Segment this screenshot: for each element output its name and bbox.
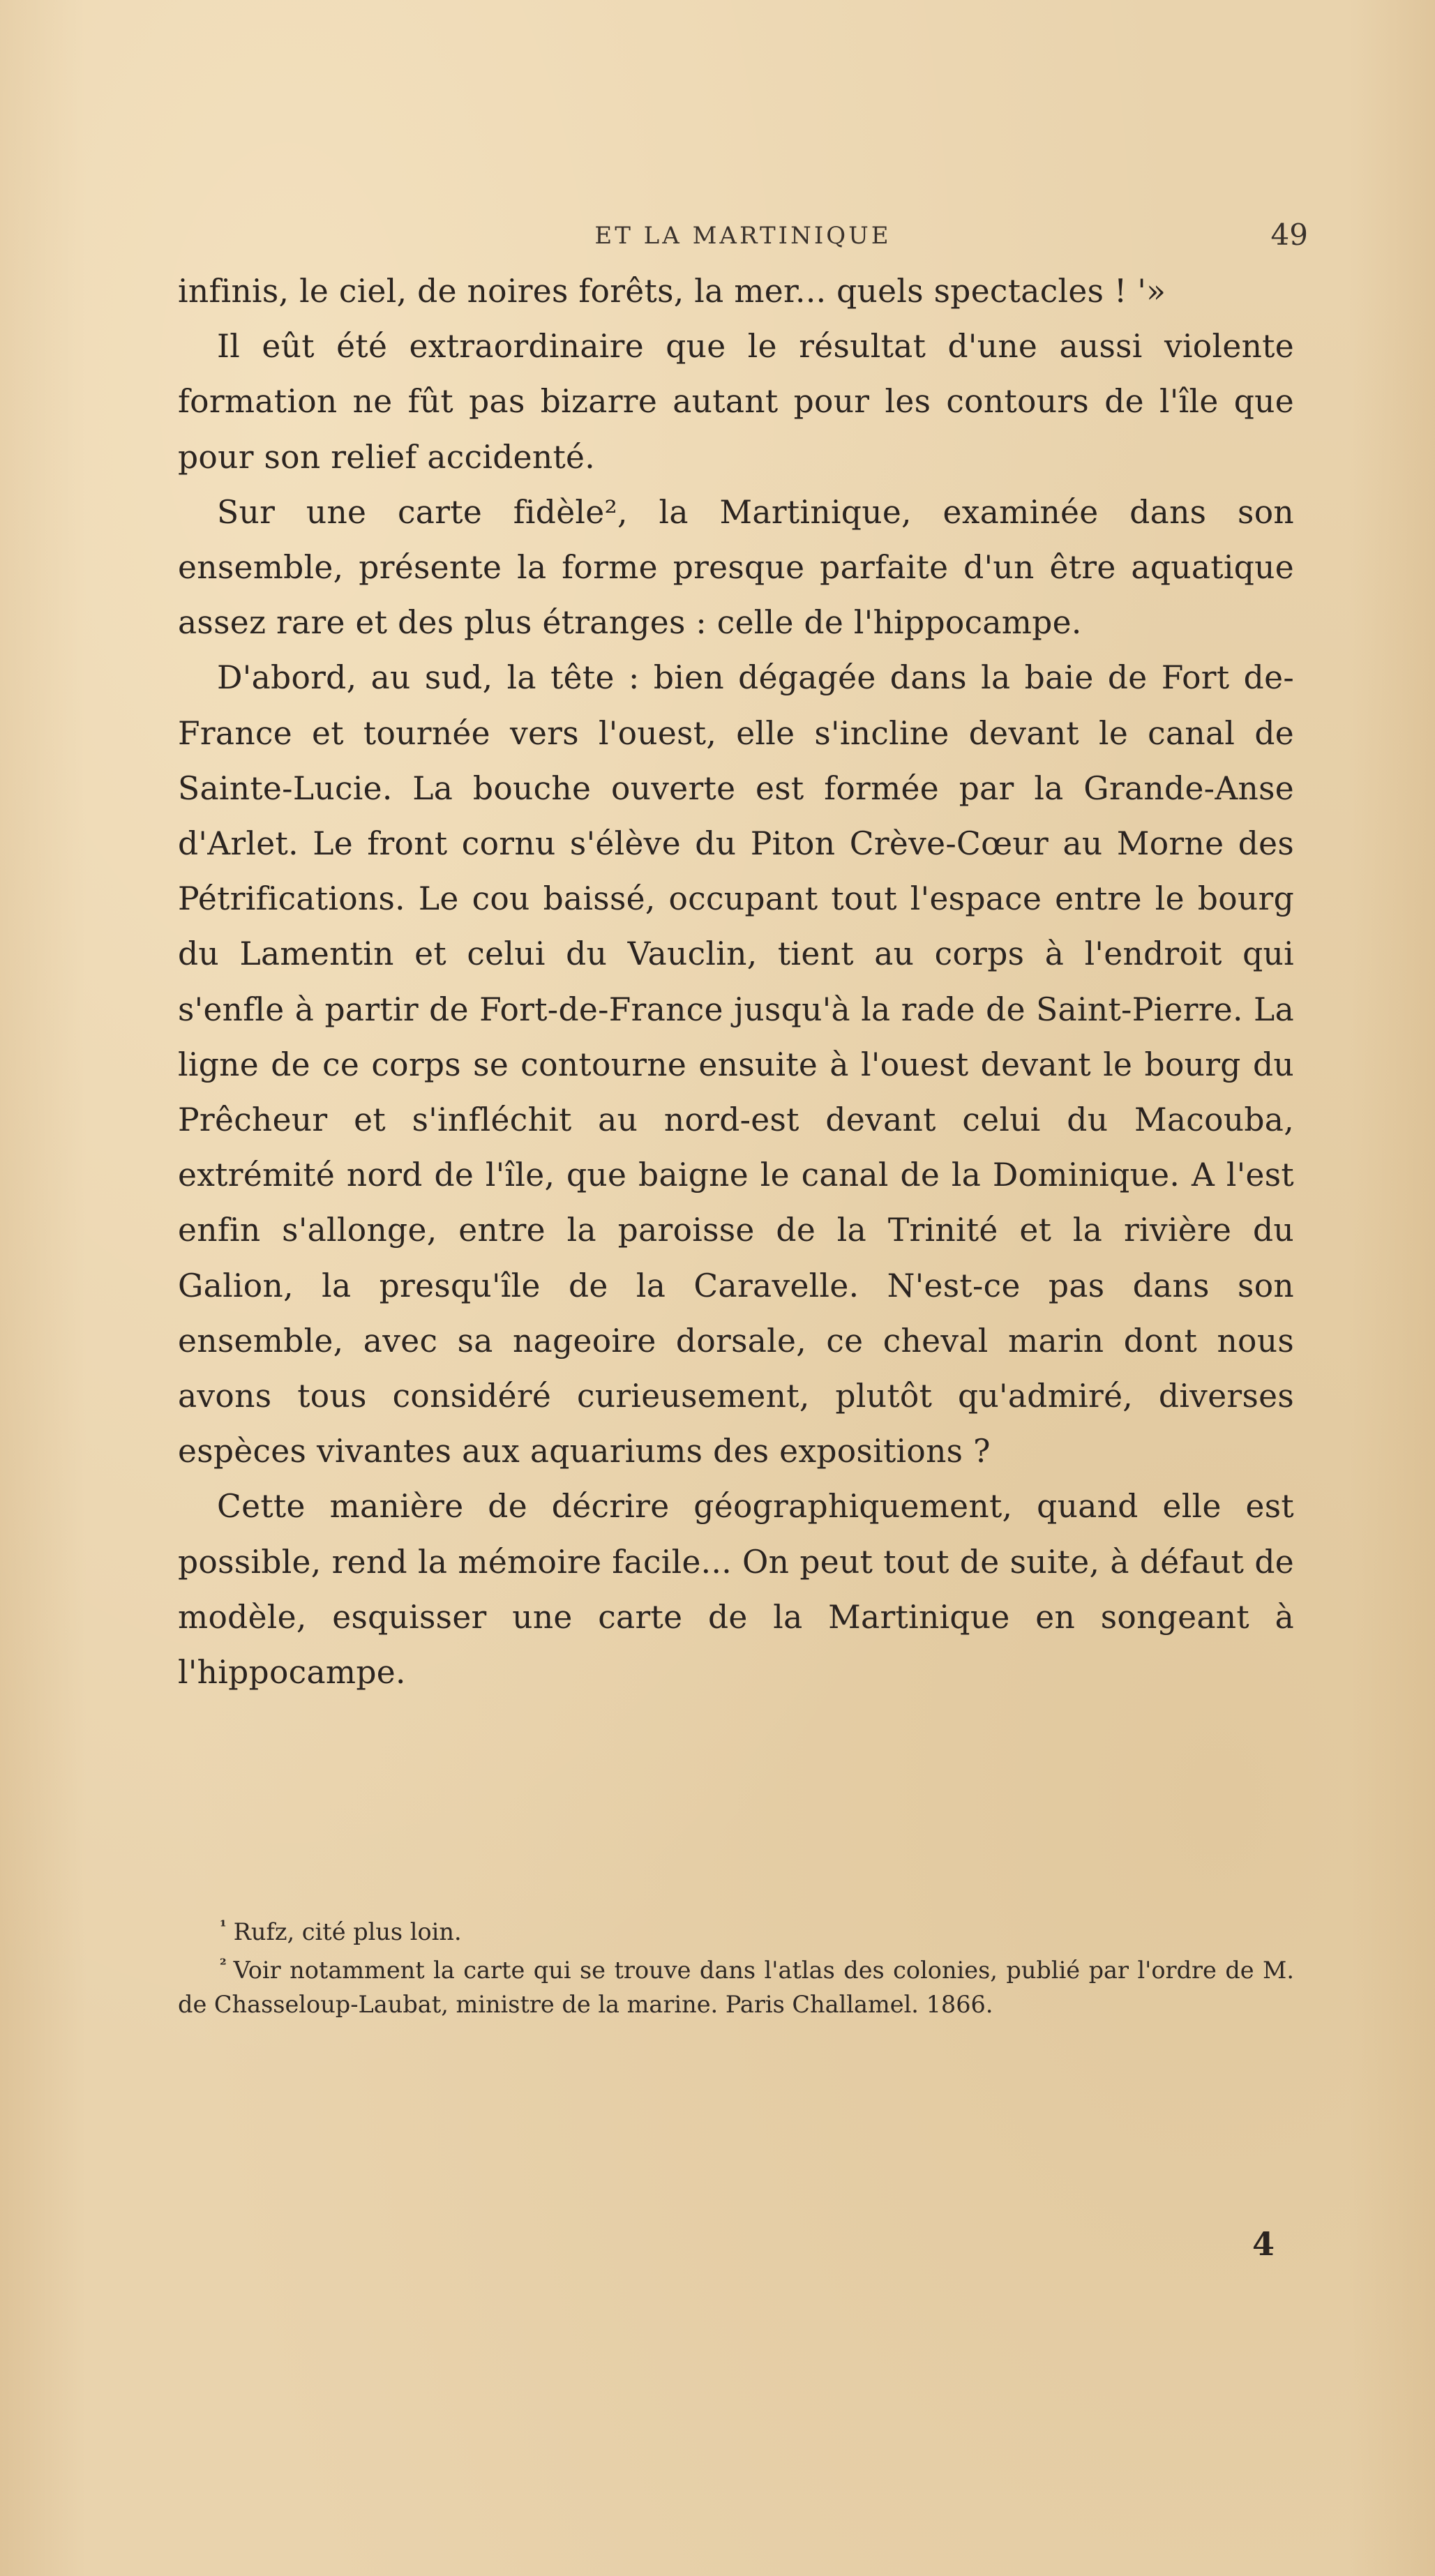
footnote-mark: ¹ <box>220 1917 227 1936</box>
paragraph: D'abord, au sud, la tête : bien dégagée dans la baie de Fort de-France et tournée vers l'ouest, elle s'incline devant le canal de Sainte-Lucie. La bouche ouverte est formée par la Grande-Anse d'Arlet. Le front cornu s'élève du Piton Crève-Cœur au Morne des Pétrifications. Le cou baissé, occupant tout l'espace entre le bourg du Lamentin et celui du Vauclin, tient au corps à l'endroit qui s'enfle à partir de Fort-de-France jusqu'à la rade de Saint-Pierre. La ligne de ce corps se contourne ensuite à l'ouest devant le bourg du Prêcheur et s'infléchit au nord-est devant celui du Macouba, extrémité nord de l'île, que baigne le canal de la Dominique. A l'est enfin s'allonge, entre la paroisse de la Trinité et la rivière du Galion, la presqu'île de la Caravelle. N'est-ce pas dans son ensemble, avec sa nageoire dorsale, ce cheval marin dont nous avons tous considéré curieusement, plutôt qu'admiré, diverses espèces vivantes aux aquariums des expositions ? <box>178 659 1294 1470</box>
paragraph: Cette manière de décrire géographiquement, quand elle est possible, rend la mémoire facile... On peut tout de suite, à défaut de modèle, esquisser une carte de la Martinique en songeant à l'hippocampe. <box>178 1488 1294 1692</box>
footnote <box>178 1915 1294 1949</box>
footnote-text: Voir notamment la carte qui se trouve dans l'atlas des colonies, publié par l'ordre de M. de Chasseloup-Laubat, ministre de la marine. Paris Challamel. 1866. <box>178 1957 1294 2018</box>
page-number: 49 <box>1270 218 1308 252</box>
body-text <box>178 264 1294 1700</box>
footnotes <box>178 1915 1294 2026</box>
footnote-mark: ² <box>220 1955 227 1974</box>
signature-mark: 4 <box>1252 2225 1275 2263</box>
running-head <box>178 218 1308 257</box>
paragraph-continuation: infinis, le ciel, de noires forêts, la mer... quels spectacles ! '» <box>178 273 1166 310</box>
paragraph: Sur une carte fidèle², la Martinique, examinée dans son ensemble, présente la forme presque parfaite d'un être aquatique assez rare et des plus étranges : celle de l'hippocampe. <box>178 493 1294 642</box>
paragraph: Il eût été extraordinaire que le résultat d'une aussi violente formation ne fût pas bizarre autant pour les contours de l'île que pour son relief accidenté. <box>178 328 1294 476</box>
footnote <box>178 1953 1294 2021</box>
running-title: ET LA MARTINIQUE <box>594 222 892 250</box>
footnote-text: Rufz, cité plus loin. <box>233 1918 462 1945</box>
